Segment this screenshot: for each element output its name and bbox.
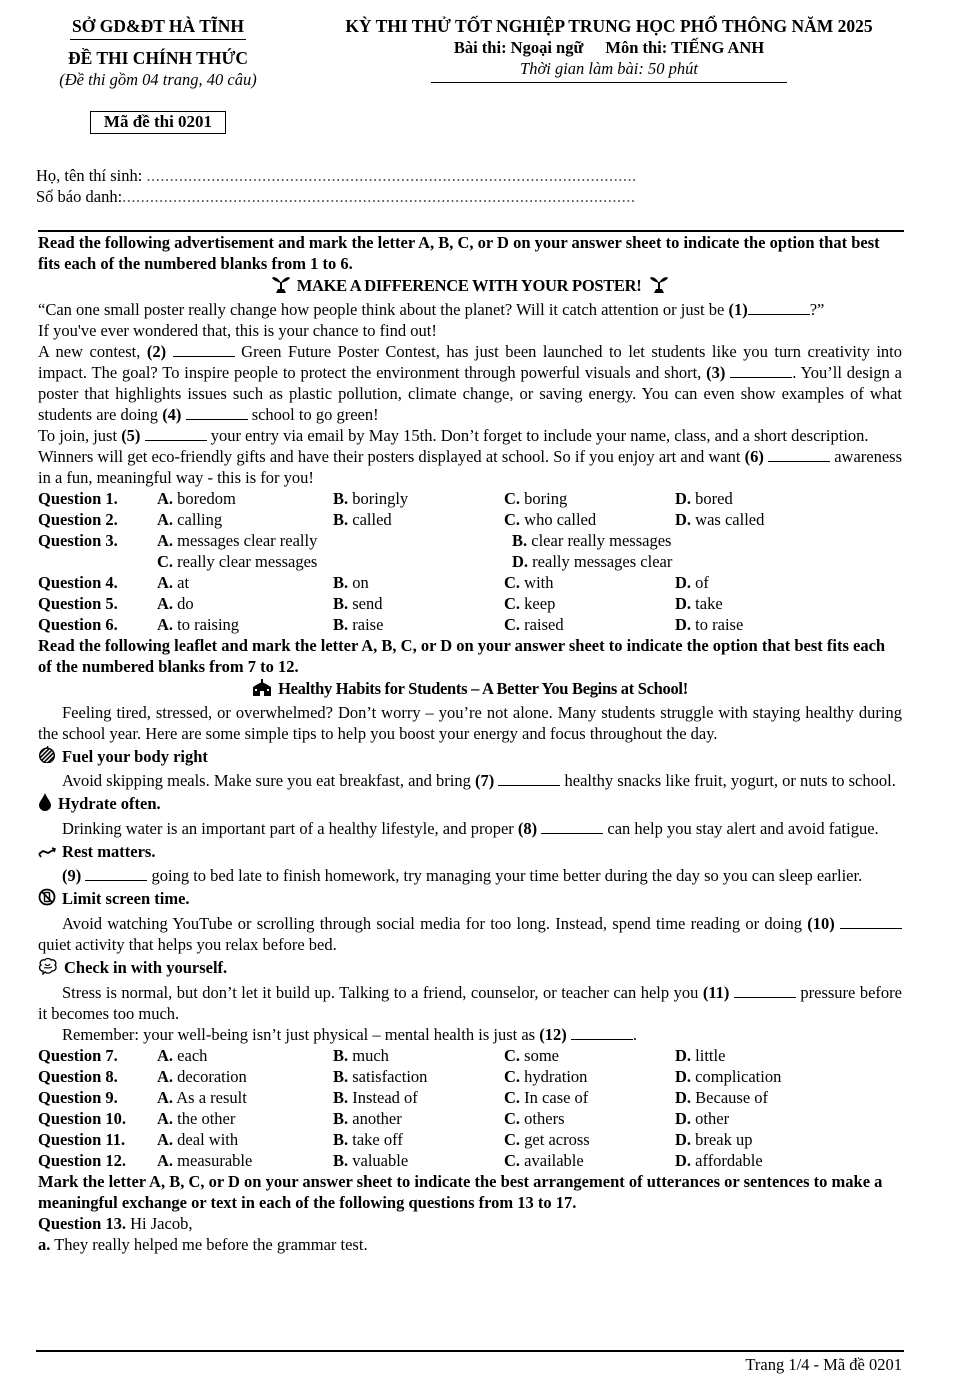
candidate-id-label: Số báo danh:: [36, 187, 123, 206]
option-a[interactable]: A. calling: [157, 510, 223, 530]
option-a[interactable]: A. the other: [157, 1108, 236, 1128]
blank-5: [145, 426, 207, 441]
question-label: Question 8.: [38, 1066, 118, 1086]
question-label: Question 4.: [38, 573, 118, 593]
section1-title: [38, 274, 902, 299]
subject-line: [320, 38, 898, 58]
blank-number: (7): [475, 771, 495, 791]
text: Remember: your well-being isn’t just physical – mental health is just as: [62, 1024, 540, 1044]
section1-instruction: Read the following advertisement and mark the letter A, B, C, or D on your answer sheet to indicate the option that best fits each of the numbered blanks from 1 to 6.: [38, 233, 880, 273]
tip-text: [38, 770, 902, 791]
candidate-name-field[interactable]: ..........................................................................................................: [146, 166, 637, 185]
option-a[interactable]: A. measurable: [157, 1150, 253, 1170]
option-a[interactable]: A. at: [157, 573, 190, 593]
question-row: [38, 530, 902, 551]
text: If you've ever wondered that, this is your chance to find out!: [38, 321, 437, 341]
blank-9: [85, 866, 147, 881]
question-label: Question 3.: [38, 531, 118, 551]
option-a[interactable]: A. As a result: [157, 1087, 247, 1107]
question-row: [38, 509, 902, 530]
tip-text: [38, 913, 902, 955]
option-c[interactable]: C. get across: [504, 1129, 590, 1149]
page-footer: Trang 1/4 - Mã đề 0201: [745, 1355, 902, 1374]
option-c[interactable]: C. In case of: [504, 1087, 589, 1107]
blank-number: (3): [706, 363, 726, 383]
option-d[interactable]: D. really messages clear: [512, 552, 673, 572]
brain-icon: [38, 957, 58, 982]
school-icon: [252, 679, 272, 702]
spacer: [38, 551, 157, 572]
blank-number: (6): [744, 447, 764, 467]
blank-number: (4): [162, 405, 182, 425]
option-a[interactable]: A. messages clear really: [157, 531, 318, 551]
question-label: Question 5.: [38, 594, 118, 614]
time-label: Thời gian làm bài: 50 phút: [520, 59, 698, 78]
blank-2: [173, 342, 235, 357]
option-c[interactable]: C. who called: [504, 510, 597, 530]
text: going to bed late to finish homework, try managing your time better during the day so you can sleep earlier.: [147, 866, 863, 886]
text: Winners will get eco-friendly gifts and have their posters displayed at school. So if you enjoy art and want: [38, 447, 745, 467]
text: Avoid watching YouTube or scrolling through social media for too long. Instead, spend time reading or doing: [62, 913, 808, 933]
question-label: Question 12.: [38, 1150, 127, 1170]
questions-1-6: [38, 488, 902, 635]
candidate-name-line[interactable]: [36, 165, 637, 186]
header-left: [38, 14, 278, 90]
tip-heading-text: Limit screen time.: [62, 889, 190, 909]
text: your entry via email by May 15th. Don’t forget to include your name, class, and a short description.: [206, 426, 869, 446]
blank-12: [571, 1025, 633, 1040]
question-label: Question 11.: [38, 1129, 126, 1149]
option-a[interactable]: A. decoration: [157, 1066, 247, 1086]
option-d[interactable]: D. break up: [675, 1129, 753, 1149]
plant-sprout-icon: [271, 275, 291, 299]
question-row: [38, 1066, 902, 1087]
item-label: a.: [38, 1234, 51, 1254]
text: can help you stay alert and avoid fatigue.: [603, 818, 879, 838]
tip-heading-text: Rest matters.: [62, 841, 156, 861]
option-a[interactable]: A. deal with: [157, 1129, 239, 1149]
option-b[interactable]: B. Instead of: [333, 1087, 418, 1107]
option-c[interactable]: C. hydration: [504, 1066, 588, 1086]
tip-heading-text: Check in with yourself.: [64, 957, 228, 977]
option-b[interactable]: B. boringly: [333, 489, 409, 509]
option-a[interactable]: A. each: [157, 1045, 208, 1065]
text: Avoid skipping meals. Make sure you eat breakfast, and bring: [62, 771, 476, 791]
question-label: Question 2.: [38, 510, 118, 530]
section2-title-text: Healthy Habits for Students – A Better You Begins at School!: [278, 679, 688, 699]
blank-11: [734, 983, 796, 998]
blank-6: [768, 447, 830, 462]
page-count-note: (Đề thi gồm 04 trang, 40 câu): [59, 70, 257, 89]
option-b[interactable]: B. on: [333, 573, 369, 593]
text: healthy snacks like fruit, yogurt, or nuts to school.: [560, 771, 896, 791]
question-row: [38, 1108, 902, 1129]
candidate-name-label: Họ, tên thí sinh:: [36, 166, 143, 185]
question-label: Question 10.: [38, 1108, 127, 1128]
tip-heading-text: Hydrate often.: [58, 794, 161, 814]
option-c[interactable]: C. some: [504, 1045, 560, 1065]
question-row: [38, 1129, 902, 1150]
option-d[interactable]: D. bored: [675, 489, 733, 509]
blank-8: [541, 819, 603, 834]
header-right: [320, 14, 898, 83]
blank-number: (8): [517, 818, 538, 838]
leaflet-closing: [38, 1024, 902, 1045]
footer-divider: [36, 1350, 904, 1352]
tip-text: [38, 818, 902, 839]
question-row: [38, 614, 902, 635]
text: “Can one small poster really change how people think about the planet? Will it catch attention or just be: [38, 300, 729, 320]
section2-title: [38, 677, 902, 702]
option-d[interactable]: D. little: [675, 1045, 726, 1065]
tip-heading: [38, 840, 902, 865]
blank-number: (9): [62, 866, 82, 886]
section3-instruction: Mark the letter A, B, C, or D on your answer sheet to indicate the best arrangement of utterances or sentences to make a meaningful exchange or text in each of the following questions from 13 to 17.: [38, 1171, 883, 1212]
question-label: Question 13.: [38, 1213, 127, 1233]
text: They really helped me before the grammar test.: [50, 1234, 368, 1254]
tip-text: [38, 865, 902, 886]
no-phone-icon: [38, 888, 56, 913]
option-d[interactable]: D. affordable: [675, 1150, 763, 1170]
option-d[interactable]: D. complication: [675, 1066, 782, 1086]
blank-10: [840, 914, 902, 929]
question-label: Question 7.: [38, 1045, 118, 1065]
option-b[interactable]: B. send: [333, 594, 383, 614]
text: pressure before it becomes too much.: [38, 982, 902, 1023]
blank-4: [186, 405, 248, 420]
header-divider: [431, 82, 787, 83]
section1-title-text: MAKE A DIFFERENCE WITH YOUR POSTER!: [296, 276, 642, 295]
leaflet-intro: Feeling tired, stressed, or overwhelmed? Don’t worry – you’re not alone. Many students struggle with staying healthy during the school year. Here are some simple tips to help you boost your energy and focus throughout the day.: [38, 702, 902, 743]
option-b[interactable]: B. much: [333, 1045, 389, 1065]
blank-7: [498, 771, 560, 786]
question-label: Question 6.: [38, 615, 118, 635]
text: . You’ll design a poster that highlights issues such as plastic pollution, climate change, or saving energy. You can even show examples of what students are doing: [38, 363, 903, 425]
option-c[interactable]: C. really clear messages: [157, 552, 318, 572]
text: A new contest,: [38, 342, 147, 362]
option-a[interactable]: A. to raising: [157, 615, 240, 635]
water-drop-icon: [38, 793, 52, 818]
question-row: [38, 593, 902, 614]
plant-sprout-icon: [649, 275, 669, 299]
tip-text: [38, 982, 902, 1024]
option-b[interactable]: B. satisfaction: [333, 1066, 428, 1086]
question-row: [38, 1087, 902, 1108]
blank-1: [748, 300, 810, 315]
question-row: [38, 1045, 902, 1066]
sleep-icon: [38, 841, 56, 865]
test-label: Bài thi: Ngoại ngữ: [453, 38, 584, 57]
option-b[interactable]: B. raise: [333, 615, 384, 635]
section2-instruction: Read the following leaflet and mark the letter A, B, C, or D on your answer sheet to indicate the option that best fits each of the numbered blanks from 7 to 12.: [38, 636, 886, 677]
text: Green Future Poster Contest, has just been launched to let students like you turn creativity into impact. The goal? To inspire people to protect the environment through powerful visuals and short,: [38, 342, 902, 383]
blank-number: (12): [539, 1024, 567, 1044]
text: ?”: [809, 300, 825, 320]
ad-paragraph-1: [38, 299, 902, 341]
official-label: ĐỀ THI CHÍNH THỨC: [67, 48, 249, 68]
text: awareness in a fun, meaningful way - this is for you!: [38, 447, 903, 488]
question-13-header: [38, 1213, 902, 1234]
apple-icon: [38, 746, 56, 770]
option-c[interactable]: C. raised: [504, 615, 564, 635]
tip-heading: [38, 745, 902, 770]
blank-number: (11): [702, 982, 730, 1002]
question-row: [38, 1150, 902, 1171]
text: .: [632, 1024, 637, 1044]
question-row-continued: [38, 551, 902, 572]
question-label: Question 1.: [38, 489, 118, 509]
option-d[interactable]: D. take: [675, 594, 723, 614]
option-b[interactable]: B. take off: [333, 1129, 403, 1149]
candidate-id-field[interactable]: ...............................................................................................................: [122, 187, 636, 206]
text: Drinking water is an important part of a healthy lifestyle, and proper: [62, 818, 518, 838]
option-b[interactable]: B. clear really messages: [512, 531, 672, 551]
blank-number: (5): [121, 426, 141, 446]
tip-heading: [38, 887, 902, 913]
candidate-info: [36, 165, 637, 207]
ad-paragraph-3: [38, 425, 902, 446]
tip-heading: [38, 956, 902, 982]
option-b[interactable]: B. called: [333, 510, 392, 530]
option-d[interactable]: D. to raise: [675, 615, 744, 635]
subject-label: Môn thi: TIẾNG ANH: [605, 38, 765, 57]
text: To join, just: [38, 426, 122, 446]
question-label: Question 9.: [38, 1087, 118, 1107]
questions-7-12: [38, 1045, 902, 1171]
option-c[interactable]: C. others: [504, 1108, 565, 1128]
option-d[interactable]: D. Because of: [675, 1087, 769, 1107]
question-row: [38, 488, 902, 509]
option-c[interactable]: C. available: [504, 1150, 584, 1170]
text: quiet activity that helps you relax before bed.: [38, 934, 337, 954]
tip-heading-text: Fuel your body right: [62, 746, 208, 766]
option-a[interactable]: A. do: [157, 594, 194, 614]
option-d[interactable]: D. was called: [675, 510, 765, 530]
option-d[interactable]: D. other: [675, 1108, 730, 1128]
candidate-id-line[interactable]: [36, 186, 637, 207]
text: school to go green!: [247, 405, 379, 425]
blank-3: [730, 363, 792, 378]
option-c[interactable]: C. with: [504, 573, 554, 593]
text: Hi Jacob,: [126, 1213, 193, 1233]
blank-number: (2): [146, 342, 167, 362]
blank-number: (10): [807, 913, 835, 933]
option-c[interactable]: C. keep: [504, 594, 556, 614]
option-a[interactable]: A. boredom: [157, 489, 236, 509]
option-b[interactable]: B. valuable: [333, 1150, 409, 1170]
ad-paragraph-2: [38, 341, 902, 425]
question-13-item-a: [38, 1234, 902, 1255]
exam-code-box: Mã đề thi 0201: [90, 111, 226, 134]
question-row: [38, 572, 902, 593]
tip-heading: [38, 792, 902, 818]
exam-content: [38, 232, 902, 1255]
department-name: SỞ GD&ĐT HÀ TĨNH: [70, 14, 246, 40]
option-d[interactable]: D. of: [675, 573, 709, 593]
exam-title: KỲ THI THỬ TỐT NGHIỆP TRUNG HỌC PHỔ THÔNG NĂM 2025: [345, 16, 873, 36]
option-b[interactable]: B. another: [333, 1108, 402, 1128]
ad-paragraph-4: [38, 446, 902, 488]
text: Stress is normal, but don’t let it build up. Talking to a friend, counselor, or teacher can help you: [62, 982, 703, 1002]
blank-number: (1): [728, 300, 748, 320]
option-c[interactable]: C. boring: [504, 489, 568, 509]
